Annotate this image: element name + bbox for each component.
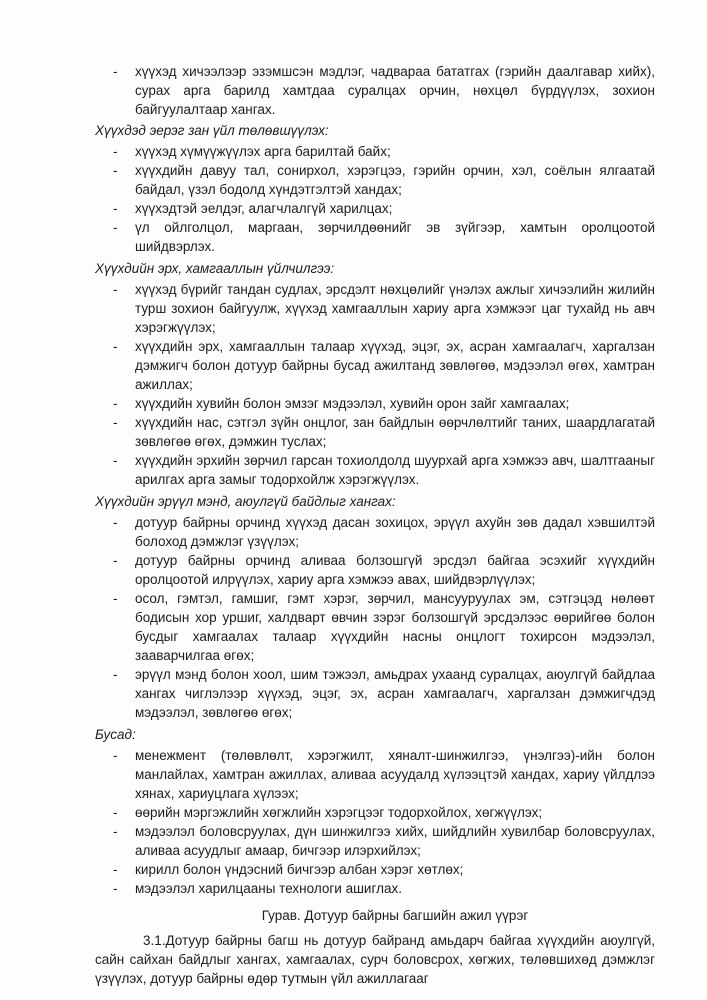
bullet-dash: - [113,553,118,568]
section-title: Бусад: [95,727,136,742]
list-item [95,551,655,589]
list-item-text: хүүхдийн эрхийн зөрчил гарсан тохиолдолд шуурхай арга хэмжээ авч, шалтгааныг арилгах арга замыг тодорхойлж хэрэгжүүлэх. [135,453,655,487]
list-item-text: мэдээлэл боловсруулах, дүн шинжилгээ хийх, шийдлийн хувилбар боловсруулах, аливаа асуудлыг амаар, бичгээр илэрхийлэх; [135,824,655,858]
bullet-dash: - [113,881,118,896]
list-item [95,218,655,256]
bullet-dash: - [113,220,118,235]
bullet-dash: - [113,282,118,297]
bullet-dash: - [113,824,118,839]
list-item-text: мэдээлэл харилцааны технологи ашиглах. [135,881,402,896]
list-item-text: хүүхэд хүмүүжүүлэх арга барилтай байх; [135,144,391,159]
bullet-dash: - [113,667,118,682]
bullet-dash: - [113,415,118,430]
list-item [95,451,655,489]
bullet-dash: - [113,64,118,79]
bullet-dash: - [113,748,118,763]
list-item-text: хүүхэд бүрийг тандан судлах, эрсдэлт нөхцөлийг үнэлэх ажлыг хичээлийн жилийн турш зохион байгуулж, хүүхэд хамгааллын хариу арга хэмжээг цаг тухайд нь авч хэрэгжүүлэх; [135,282,655,335]
list-item [95,879,655,898]
document-body [95,62,655,988]
list-item-text: осол, гэмтэл, гамшиг, гэмт хэрэг, зөрчил, мансууруулах эм, сэтгэцэд нөлөөт бодисын хор уршиг, халдварт өвчин зэрэг болзошгүй эрсдэлээс өөрийгөө болон бусдыг хамгаалах талаар хүүхдийн насны онцлогт тохирсон мэдээлэл, зааварчилгаа өгөх; [135,591,655,663]
list-item [95,513,655,551]
section-title: Хүүхдэд эерэг зан үйл төлөвшүүлэх: [95,123,329,138]
section-list [95,746,655,898]
list-item [95,860,655,879]
list-item [95,142,655,161]
sections-container [95,121,655,898]
section-title: Хүүхдийн эрх, хамгааллын үйлчилгээ: [95,261,335,276]
chapter-heading: Гурав. Дотуур байрны багшийн ажил үүрэг [261,908,529,923]
list-item [95,199,655,218]
list-item-text: дотуур байрны орчинд хүүхэд дасан зохицох, эрүүл ахуйн зөв дадал хэвшилтэй болоход дэмжлэг үзүүлэх; [135,515,655,549]
list-item-text: эрүүл мэнд болон хоол, шим тэжээл, амьдрах ухаанд суралцах, аюулгүй байдлаа хангах чиглэлээр хүүхэд, эцэг, эх, асран хамгаалагч, харгалзан дэмжигчдэд мэдээлэл, зөвлөгөө өгөх; [135,667,655,720]
bullet-dash: - [113,862,118,877]
list-item-text: хүүхдийн нас, сэтгэл зүйн онцлог, зан байдлын өөрчлөлтийг таних, шаардлагатай зөвлөгөө өгөх, дэмжин туслах; [135,415,655,449]
list-item [95,62,655,119]
list-item [95,280,655,337]
list-item [95,746,655,803]
section [95,492,655,722]
list-item [95,822,655,860]
bullet-dash: - [113,396,118,411]
list-item [95,413,655,451]
list-item-text: дотуур байрны орчинд аливаа болзошгүй эрсдэл байгаа эсэхийг хүүхдийн оролцоотой илрүүлэх, хариу арга хэмжээ авах, шийдвэрлүүлэх; [135,553,655,587]
list-item [95,161,655,199]
list-item [95,803,655,822]
bullet-dash: - [113,339,118,354]
section-list [95,142,655,256]
closing-paragraph: 3.1.Дотуур байрны багш нь дотуур байранд амьдарч байгаа хүүхдийн аюулгүй, сайн сайхан байдлыг хангах, хамгаалах, сурч боловсрох, хөгжих, төлөвшихөд дэмжлэг үзүүлэх, дотуур байрны өдөр тутмын үйл ажиллагааг [95,933,655,986]
list-item [95,337,655,394]
intro-list [95,62,655,119]
list-item-text: өөрийн мэргэжлийн хөгжлийн хэрэгцээг тодорхойлох, хөгжүүлэх; [135,805,543,820]
bullet-dash: - [113,201,118,216]
bullet-dash: - [113,163,118,178]
bullet-dash: - [113,144,118,159]
section [95,121,655,256]
bullet-dash: - [113,805,118,820]
list-item-text: менежмент (төлөвлөлт, хэрэгжилт, хяналт-шинжилгээ, үнэлгээ)-ийн болон манлайлах, хамтран ажиллах, аливаа асуудалд хүлээцтэй хандах, хариу үйлдлээ хянах, хариуцлага хүлээх; [135,748,655,801]
section [95,259,655,489]
list-item-text: хүүхдийн хувийн болон эмзэг мэдээлэл, хувийн орон зайг хамгаалах; [135,396,570,411]
list-item-text: хүүхдийн эрх, хамгааллын талаар хүүхэд, эцэг, эх, асран хамгаалагч, харгалзан дэмжигч болон дотуур байрны бусад ажилтанд зөвлөгөө, мэдээлэл өгөх, хамтран ажиллах; [135,339,655,392]
list-item-text: хүүхэд хичээлээр эзэмшсэн мэдлэг, чадвараа бататгах (гэрийн даалгавар хийх), сурах арга барилд хамтдаа суралцах орчин, нөхцөл бүрдүүлэх, зохион байгуулалтаар хангах. [135,64,655,117]
list-item-text: кирилл болон үндэсний бичгээр албан хэрэг хөтлөх; [135,862,464,877]
list-item [95,665,655,722]
section-title: Хүүхдийн эрүүл мэнд, аюулгүй байдлыг хангах: [95,494,396,509]
list-item [95,394,655,413]
list-item-text: хүүхэдтэй эелдэг, алагчлалгүй харилцах; [135,201,393,216]
list-item-text: хүүхдийн давуу тал, сонирхол, хэрэгцээ, гэрийн орчин, хэл, соёлын ялгаатай байдал, үзэл бодолд хүндэтгэлтэй хандах; [135,163,655,197]
section-list [95,513,655,722]
bullet-dash: - [113,591,118,606]
bullet-dash: - [113,453,118,468]
bullet-dash: - [113,515,118,530]
section-list [95,280,655,489]
list-item-text: үл ойлголцол, маргаан, зөрчилдөөнийг эв зүйгээр, хамтын оролцоотой шийдвэрлэх. [135,220,655,254]
section [95,725,655,898]
list-item [95,589,655,665]
